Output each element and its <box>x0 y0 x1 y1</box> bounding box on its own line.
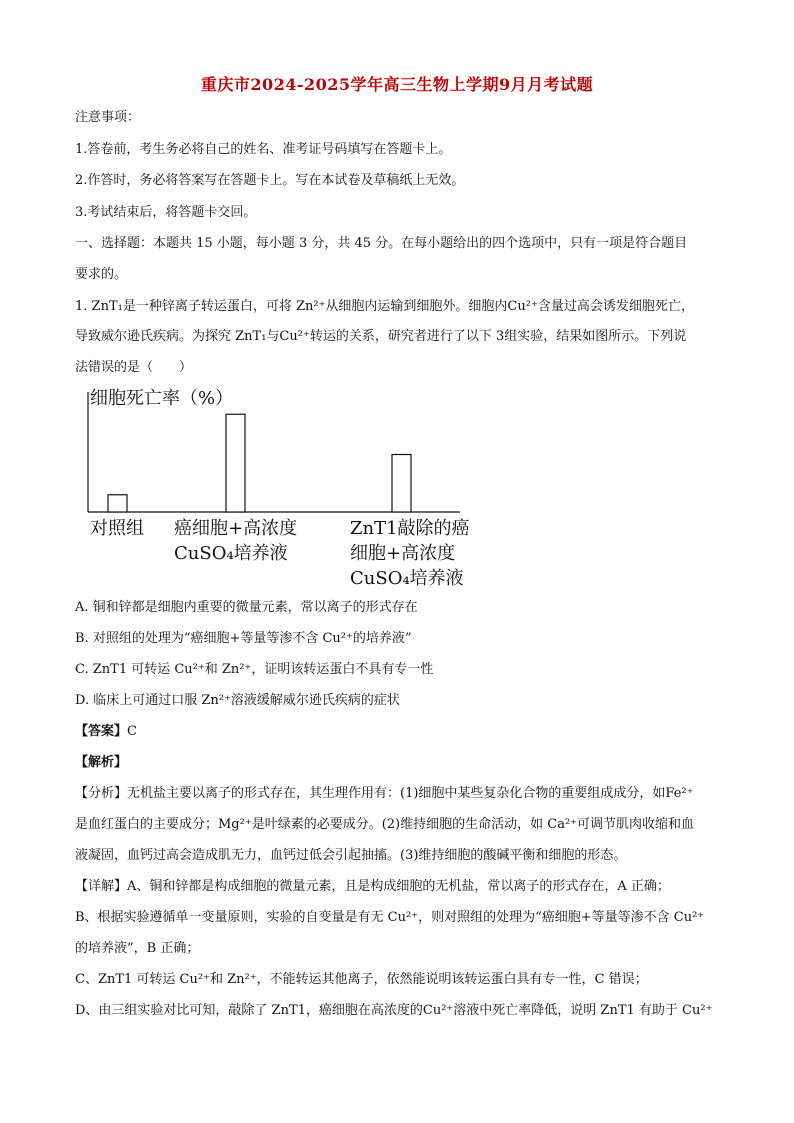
category-label: ZnT1敲除的癌 <box>350 518 470 539</box>
category-label: 对照组 <box>90 518 144 539</box>
question-stem: 1. ZnT₁是一种锌离子转运蛋白，可将 Zn²⁺从细胞内运输到细胞外。细胞内Cu²⁺含量过高会诱发细胞死亡， <box>75 299 694 314</box>
bar <box>226 414 245 512</box>
notice-item: 3.考试结束后，将答题卡交回。 <box>75 205 257 220</box>
analysis-line: 的培养液”，B 正确； <box>75 941 200 956</box>
y-axis-label: 细胞死亡率（%） <box>90 388 234 409</box>
analysis-line: C、ZnT1 可转运 Cu²⁺和 Zn²⁺，不能转运其他离子，依然能说明该转运蛋白具有专一性，C 错误； <box>75 972 648 987</box>
category-label: 细胞+高浓度 <box>350 543 456 564</box>
answer-value: C <box>127 724 137 739</box>
option-a: A. 铜和锌都是细胞内重要的微量元素，常以离子的形式存在 <box>75 600 418 615</box>
notice-heading: 注意事项： <box>75 110 141 125</box>
analysis-line: D、由三组实验对比可知，敲除了 ZnT1，癌细胞在高浓度的Cu²⁺溶液中死亡率降低，说明 ZnT1 有助于 Cu²⁺ <box>75 1003 713 1018</box>
bar <box>392 455 411 513</box>
question-stem: 导致威尔逊氏疾病。为探究 ZnT₁与Cu²⁺转运的关系，研究者进行了以下 3组实验，结果如图所示。下列说 <box>75 329 687 344</box>
section-heading-cont: 要求的。 <box>75 267 128 282</box>
bar <box>108 495 127 512</box>
page-title: 重庆市2024-2025学年高三生物上学期9月月考试题 <box>200 75 594 94</box>
analysis-line: 【详解】A、铜和锌都是构成细胞的微量元素，且是构成细胞的无机盐，常以离子的形式存在，A 正确； <box>75 879 670 894</box>
analysis-line: B、根据实验遵循单一变量原则，实验的自变量是有无 Cu²⁺，则对照组的处理为“癌细胞+等量等渗不含 Cu²⁺ <box>75 910 705 925</box>
option-d: D. 临床上可通过口服 Zn²⁺溶液缓解威尔逊氏疾病的症状 <box>75 693 400 708</box>
analysis-label: 【解析】 <box>75 755 128 770</box>
category-label: CuSO₄培养液 <box>350 568 464 589</box>
analysis-line: 液凝固，血钙过高会造成肌无力，血钙过低会引起抽搐。(3)维持细胞的酸碱平衡和细胞的形态。 <box>75 848 627 863</box>
death-rate-chart <box>80 384 480 594</box>
option-b: B. 对照组的处理为“癌细胞+等量等渗不含 Cu²⁺的培养液” <box>75 631 412 646</box>
analysis-line: 是血红蛋白的主要成分；Mg²⁺是叶绿素的必要成分。(2)维持细胞的生命活动，如 Ca²⁺可调节肌肉收缩和血 <box>75 817 695 832</box>
section-heading: 一、选择题：本题共 15 小题，每小题 3 分，共 45 分。在每小题给出的四个选项中，只有一项是符合题目 <box>75 236 688 251</box>
option-c: C. ZnT1 可转运 Cu²⁺和 Zn²⁺，证明该转运蛋白不具有专一性 <box>75 662 434 677</box>
notice-item: 1.答卷前，考生务必将自己的姓名、准考证号码填写在答题卡上。 <box>75 142 452 157</box>
analysis-line: 【分析】无机盐主要以离子的形式存在，其生理作用有：(1)细胞中某些复杂化合物的重要组成成分，如Fe²⁺ <box>75 786 694 801</box>
answer-row <box>75 724 137 740</box>
category-label: CuSO₄培养液 <box>174 543 288 564</box>
answer-label: 【答案】 <box>75 724 128 739</box>
question-stem: 法错误的是（ ） <box>75 360 193 375</box>
notice-item: 2.作答时，务必将答案写在答题卡上。写在本试卷及草稿纸上无效。 <box>75 173 465 188</box>
category-label: 癌细胞+高浓度 <box>174 518 298 539</box>
